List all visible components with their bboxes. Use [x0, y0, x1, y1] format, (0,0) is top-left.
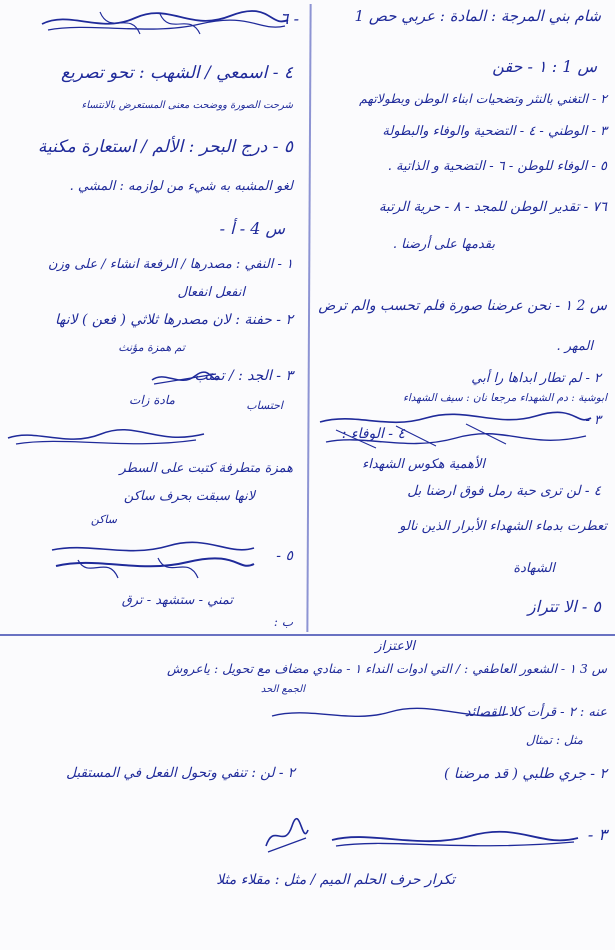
q4-item-5b: لغو المشبه به شيء من لوازمه : المشي .: [69, 179, 293, 194]
q3-side-note: الجمع الحد: [260, 684, 305, 695]
q2-cont: المهر .: [556, 339, 593, 354]
q1-line-5: ٧٦ - تقدير الوطن للمجد - ٨ - حرية الرتبة: [378, 199, 607, 215]
top-left-number: ٦ -: [280, 9, 300, 28]
q4a-line-1b: انفعل انفعال: [177, 285, 245, 300]
scribble-q3-line-2: [270, 704, 510, 726]
bottom-label: الاعتزاز: [375, 639, 415, 654]
q2-item-3b: الأهمية هكوس الشهداء: [362, 457, 485, 472]
q2-item-5: ٥ - الا تتراز: [527, 597, 601, 616]
q2-item-4c: الشهادة: [513, 561, 555, 576]
q3-line-3b: ٢ - جري طلبي ( قد مرضنا ): [444, 766, 607, 782]
scribble-signature: [262, 816, 310, 858]
q4-note: شرحت الصورة ووضحت معنى المستعرض بالانتساء: [81, 100, 293, 111]
q3-line-2b: مثل : تمثال: [525, 733, 583, 747]
q2-item-2: ٢ - لم تطار ابداها را أبي: [471, 371, 601, 386]
q3-line-3a: ٢ - لن : تنفي وتحول الفعل في المستقبل: [66, 765, 295, 781]
q1-line-3: ٣ - الوطني - ٤ - التضحية والوفاء والبطولة: [382, 124, 607, 139]
q4a-line-3b: مادة زات: [129, 393, 175, 407]
q4a-line-2: ٢ - حفنة : لان مصدرها ثلاثي ( فعن ) لانها: [54, 312, 293, 328]
q2-item-4b: تعطرت بدماء الشهداء الأبرار الذين نالو: [399, 519, 607, 534]
q4a-line-4b: همزة متطرفة كتبت على السطر: [119, 461, 293, 476]
section-divider: [0, 634, 615, 636]
q1-line-6: بقدمها على أرضنا .: [392, 237, 495, 252]
header-line: شام بني المرجة : المادة : عربي حص 1: [354, 7, 601, 25]
q4-item-5: ٥ - درج البحر : الألم / استعارة مكنية: [37, 137, 293, 157]
q4a-line-3: ٣ - الجد : / تمتب: [194, 368, 293, 384]
scribble-line-5: [48, 540, 258, 590]
q4-heading: س 4 - أ -: [219, 219, 285, 238]
q4-item-4: ٤ - اسمعي / الشهب : تحو تصريع: [60, 63, 293, 83]
scribble-q3-line-4: [330, 826, 580, 854]
q2-item-3: ٣ -: [585, 413, 601, 428]
q1-heading: س 1 : ١ - حقن: [492, 57, 597, 76]
q3-line-2: عنه : ٢ - قرأت كلا القصائد: [464, 705, 607, 720]
q1-line-2: ٢ - التغني بالنثر وتضحيات ابناء الوطن وبطولاتهم: [359, 91, 607, 106]
q4a-line-4d: ساكن: [90, 513, 117, 526]
q1-line-4: ٥ - الوفاء للوطن - ٦ - التضحية و الذاتية .: [387, 159, 607, 174]
q3-line-1: س 3 ١ - الشعور العاطفي : / التي ادوات النداء ١ - منادي مضاف مع تحويل : ياعروش: [167, 661, 607, 676]
scribble-line-3: [150, 368, 220, 390]
q3-line-4: ٣ -: [587, 825, 607, 844]
q2-item-2b: ابوشية : دم الشهداء مرجعا نان : سيف الشهداء: [402, 392, 607, 404]
q4a-line-5b: تمني - ستشهد - ترق: [121, 593, 233, 608]
q2-heading: س 2 ١ - نحن عرضنا صورة فلم تحسب والم ترض: [318, 298, 607, 314]
q4a-line-4c: لانها سبقت بحرف ساكن: [123, 489, 255, 504]
q3-line-5: تكرار حرف الحلم الميم / مثل : مقلاء مثلا: [216, 872, 455, 888]
scribble-line-4: [6, 424, 206, 452]
q4a-line-4: ٤ - الوفاء :: [341, 426, 405, 442]
q4a-line-3c: احتساب: [246, 399, 283, 412]
q4a-line-5: ٥ -: [276, 548, 293, 564]
q4a-line-2b: تم همزة مؤنث: [118, 341, 185, 354]
q4a-line-1: ١ - النفي : مصدرها / الرفعة انشاء / على وزن: [47, 257, 293, 272]
column-divider: [306, 4, 311, 632]
q4a-line-5c: ب :: [273, 615, 293, 629]
scribble-top-left: [40, 6, 290, 38]
q2-item-4: ٤ - لن ترى حبة رمل فوق ارضنا بل: [407, 483, 601, 499]
